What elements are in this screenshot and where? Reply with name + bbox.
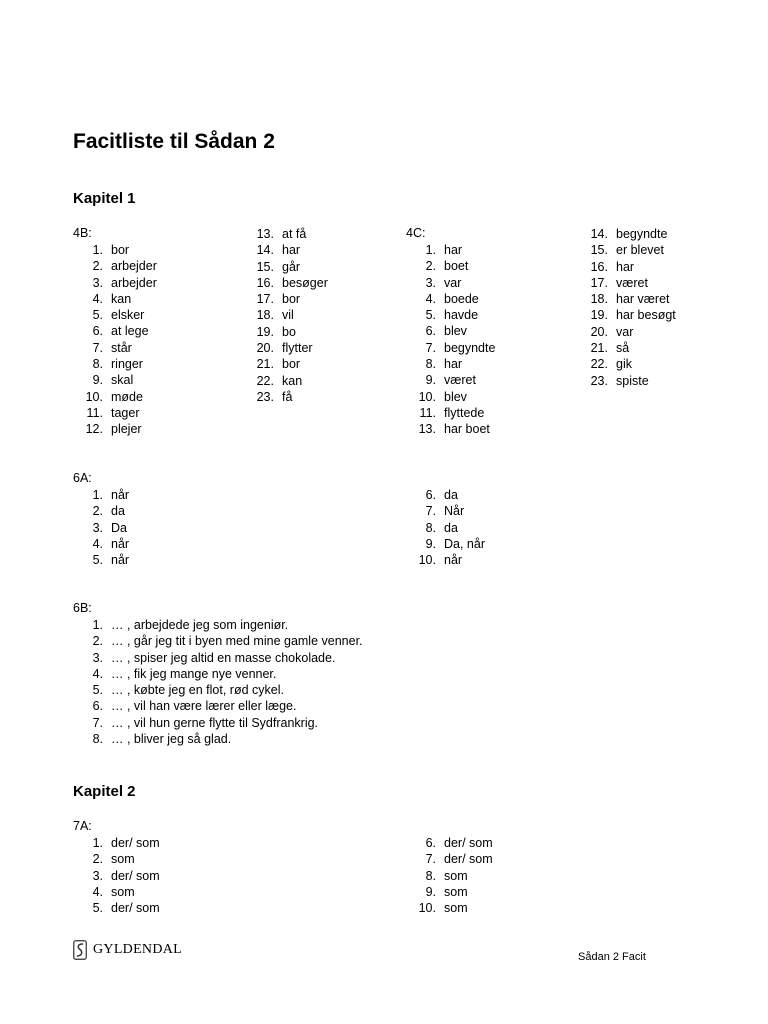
answer-item <box>73 900 160 916</box>
answer-number: 2. <box>92 259 103 274</box>
answer-item <box>73 682 363 698</box>
answer-item <box>240 259 328 275</box>
answer-number: 8. <box>425 357 436 372</box>
answer-item <box>73 698 363 714</box>
answer-number: 2. <box>425 259 436 274</box>
answer-number: 16. <box>590 259 608 274</box>
answer-text: som <box>111 884 135 899</box>
answer-text: besøger <box>282 275 328 290</box>
answer-number: 6. <box>425 488 436 502</box>
answer-item <box>398 356 495 372</box>
answer-text: da <box>444 520 458 535</box>
answer-item <box>398 307 495 323</box>
answer-item <box>574 259 676 275</box>
exercise-6a-list-b <box>398 487 485 568</box>
answer-number: 17. <box>256 292 274 307</box>
answer-text: der/ som <box>111 868 160 883</box>
answer-text: tager <box>111 405 140 420</box>
answer-number: 11. <box>86 405 103 420</box>
chapter-1-heading: Kapitel 1 <box>73 190 136 207</box>
answer-item <box>398 340 495 356</box>
answer-item <box>398 405 495 421</box>
answer-text: flyttede <box>444 405 485 420</box>
answer-number: 6. <box>92 324 103 339</box>
answer-number: 9. <box>425 536 436 551</box>
answer-text: som <box>111 852 135 867</box>
answer-item <box>398 242 495 258</box>
answer-text: ringer <box>111 357 143 372</box>
answer-text: har <box>444 243 463 257</box>
answer-number: 5. <box>425 308 436 323</box>
answer-item <box>398 835 493 851</box>
answer-item <box>398 323 495 339</box>
answer-text: har besøgt <box>616 308 676 323</box>
answer-number: 13. <box>256 227 274 241</box>
answer-number: 10. <box>418 901 436 916</box>
answer-text: står <box>111 340 132 355</box>
answer-number: 4. <box>425 291 436 306</box>
answer-item <box>73 617 363 633</box>
answer-text: flytter <box>282 341 313 356</box>
answer-item <box>73 242 157 258</box>
answer-number: 13. <box>418 422 436 437</box>
answer-item <box>398 868 493 884</box>
answer-text: … , bliver jeg så glad. <box>111 732 232 747</box>
answer-item <box>73 307 157 323</box>
answer-text: møde <box>111 389 143 404</box>
answer-text: begyndte <box>616 227 668 241</box>
exercise-7a-label: 7A: <box>73 819 92 833</box>
answer-text: boede <box>444 291 479 306</box>
answer-text: skal <box>111 373 134 388</box>
exercise-4b-list-b <box>240 226 328 405</box>
answer-item <box>398 291 495 307</box>
answer-number: 4. <box>92 666 103 681</box>
answer-text: går <box>282 259 301 274</box>
answer-item <box>73 666 363 682</box>
exercise-6b-list <box>73 617 363 747</box>
answer-text: spiste <box>616 373 649 388</box>
exercise-6b-label: 6B: <box>73 601 92 615</box>
answer-number: 18. <box>590 292 608 307</box>
answer-number: 5. <box>92 683 103 698</box>
answer-item <box>574 291 676 307</box>
answer-text: har boet <box>444 422 490 437</box>
answer-text: … , går jeg tit i byen med mine gamle venner. <box>111 634 363 649</box>
answer-text: som <box>444 884 468 899</box>
answer-text: få <box>282 389 293 404</box>
gyldendal-emblem-icon <box>73 940 87 960</box>
answer-number: 7. <box>425 504 436 519</box>
answer-item <box>240 307 328 323</box>
answer-text: har <box>616 259 635 274</box>
answer-number: 10. <box>418 553 436 568</box>
answer-number: 23. <box>590 373 608 388</box>
answer-text: da <box>444 488 458 502</box>
answer-number: 3. <box>425 275 436 290</box>
answer-number: 15. <box>590 243 608 258</box>
answer-item <box>73 731 363 747</box>
answer-text: plejer <box>111 422 142 437</box>
answer-text: der/ som <box>111 836 160 850</box>
answer-number: 1. <box>92 488 103 502</box>
answer-item <box>398 851 493 867</box>
answer-number: 4. <box>92 291 103 306</box>
answer-item <box>574 324 676 340</box>
answer-item <box>73 275 157 291</box>
answer-number: 11. <box>419 405 436 420</box>
answer-text: været <box>444 373 476 388</box>
answer-text: da <box>111 504 125 519</box>
answer-item <box>73 356 157 372</box>
publisher-logo <box>73 940 182 960</box>
answer-number: 7. <box>425 340 436 355</box>
answer-item <box>240 291 328 307</box>
answer-text: var <box>444 275 462 290</box>
answer-number: 23. <box>256 389 274 404</box>
answer-item <box>574 373 676 389</box>
answer-text: Da, når <box>444 536 485 551</box>
answer-item <box>73 520 129 536</box>
exercise-6a-label: 6A: <box>73 471 92 485</box>
answer-item <box>240 389 328 405</box>
footer-document-name: Sådan 2 Facit <box>578 951 646 963</box>
answer-text: så <box>616 341 630 356</box>
answer-text: er blevet <box>616 243 664 258</box>
answer-number: 9. <box>425 373 436 388</box>
answer-number: 8. <box>92 357 103 372</box>
answer-text: kan <box>282 373 303 388</box>
answer-item <box>73 291 157 307</box>
answer-text: bor <box>282 292 301 307</box>
answer-text: gik <box>616 357 632 372</box>
answer-number: 17. <box>590 275 608 290</box>
answer-item <box>574 242 676 258</box>
answer-number: 1. <box>92 243 103 257</box>
answer-item <box>398 389 495 405</box>
answer-number: 7. <box>92 715 103 730</box>
answer-text: bor <box>282 357 301 372</box>
answer-item <box>73 835 160 851</box>
answer-item <box>574 307 676 323</box>
answer-item <box>240 340 328 356</box>
answer-number: 14. <box>256 243 274 258</box>
answer-text: Da <box>111 520 127 535</box>
answer-text: … , vil han være lærer eller læge. <box>111 699 297 714</box>
answer-text: har <box>282 243 301 258</box>
answer-number: 2. <box>92 852 103 867</box>
answer-text: … , fik jeg mange nye venner. <box>111 666 277 681</box>
answer-text: at lege <box>111 324 149 339</box>
answer-text: vil <box>282 308 294 323</box>
answer-item <box>73 258 157 274</box>
answer-number: 20. <box>256 341 274 356</box>
answer-item <box>240 356 328 372</box>
answer-number: 1. <box>92 618 103 632</box>
answer-item <box>240 373 328 389</box>
answer-item <box>73 633 363 649</box>
answer-item <box>73 536 129 552</box>
answer-item <box>73 421 157 437</box>
answer-number: 6. <box>425 836 436 850</box>
answer-number: 3. <box>92 868 103 883</box>
answer-text: når <box>444 553 463 568</box>
answer-item <box>73 405 157 421</box>
answer-number: 1. <box>92 836 103 850</box>
answer-number: 1. <box>425 243 436 257</box>
answer-item <box>73 851 160 867</box>
answer-number: 21. <box>590 341 608 356</box>
chapter-2-heading: Kapitel 2 <box>73 783 136 800</box>
answer-number: 4. <box>92 884 103 899</box>
answer-number: 5. <box>92 553 103 568</box>
answer-text: havde <box>444 308 479 323</box>
answer-number: 3. <box>92 650 103 665</box>
answer-number: 6. <box>92 699 103 714</box>
answer-text: der/ som <box>111 901 160 916</box>
answer-text: … , arbejdede jeg som ingeniør. <box>111 618 289 632</box>
answer-item <box>398 275 495 291</box>
answer-text: når <box>111 536 130 551</box>
answer-number: 22. <box>590 357 608 372</box>
answer-item <box>73 884 160 900</box>
answer-number: 15. <box>256 259 274 274</box>
answer-text: der/ som <box>444 852 493 867</box>
answer-number: 18. <box>256 308 274 323</box>
exercise-6a-list-a <box>73 487 129 568</box>
answer-text: som <box>444 868 468 883</box>
answer-item <box>73 487 129 503</box>
answer-number: 21. <box>256 357 274 372</box>
answer-item <box>73 389 157 405</box>
answer-item <box>73 323 157 339</box>
exercise-7a-list-b <box>398 835 493 916</box>
answer-text: … , spiser jeg altid en masse chokolade. <box>111 650 336 665</box>
exercise-4b-list-a <box>73 242 157 438</box>
answer-number: 6. <box>425 324 436 339</box>
answer-number: 5. <box>92 308 103 323</box>
answer-number: 12. <box>85 422 103 437</box>
answer-item <box>398 552 485 568</box>
answer-item <box>574 275 676 291</box>
exercise-7a-list-a <box>73 835 160 916</box>
answer-text: kan <box>111 291 132 306</box>
answer-number: 9. <box>425 884 436 899</box>
answer-item <box>73 715 363 731</box>
answer-item <box>240 242 328 258</box>
answer-number: 10. <box>85 389 103 404</box>
answer-number: 9. <box>92 373 103 388</box>
answer-item <box>398 258 495 274</box>
answer-text: … , vil hun gerne flytte til Sydfrankrig. <box>111 715 319 730</box>
answer-text: har været <box>616 292 670 307</box>
answer-item <box>73 552 129 568</box>
answer-text: der/ som <box>444 836 493 850</box>
exercise-4c-label: 4C: <box>406 226 426 240</box>
answer-text: bor <box>111 243 130 257</box>
answer-number: 22. <box>256 373 274 388</box>
answer-text: Når <box>444 504 465 519</box>
answer-item <box>398 900 493 916</box>
answer-number: 5. <box>92 901 103 916</box>
answer-number: 8. <box>425 868 436 883</box>
publisher-name: GYLDENDAL <box>93 942 183 957</box>
answer-number: 2. <box>92 634 103 649</box>
answer-text: begyndte <box>444 340 496 355</box>
answer-item <box>574 356 676 372</box>
answer-item <box>73 868 160 884</box>
answer-text: at få <box>282 227 307 241</box>
answer-item <box>398 487 485 503</box>
answer-item <box>398 884 493 900</box>
answer-number: 2. <box>92 504 103 519</box>
answer-text: arbejder <box>111 275 157 290</box>
answer-item <box>240 324 328 340</box>
answer-number: 20. <box>590 324 608 339</box>
answer-text: arbejder <box>111 259 157 274</box>
answer-text: blev <box>444 389 467 404</box>
answer-text: blev <box>444 324 467 339</box>
answer-number: 3. <box>92 275 103 290</box>
answer-item <box>398 520 485 536</box>
exercise-4c-list-b <box>574 226 676 389</box>
answer-number: 7. <box>92 340 103 355</box>
answer-item <box>240 275 328 291</box>
answer-text: … , købte jeg en flot, rød cykel. <box>111 683 284 698</box>
answer-item <box>398 536 485 552</box>
answer-item <box>73 503 129 519</box>
answer-number: 16. <box>256 275 274 290</box>
answer-item <box>73 340 157 356</box>
answer-number: 14. <box>590 227 608 241</box>
answer-number: 3. <box>92 520 103 535</box>
answer-item <box>398 421 495 437</box>
answer-number: 8. <box>92 732 103 747</box>
exercise-4c-list-a <box>398 242 495 438</box>
answer-text: boet <box>444 259 469 274</box>
answer-number: 19. <box>256 324 274 339</box>
answer-item <box>574 226 676 242</box>
answer-item <box>574 340 676 356</box>
answer-item <box>240 226 328 242</box>
page-title: Facitliste til Sådan 2 <box>73 130 275 153</box>
answer-text: elsker <box>111 308 145 323</box>
answer-item <box>73 650 363 666</box>
answer-item <box>398 372 495 388</box>
exercise-4b-label: 4B: <box>73 226 92 240</box>
answer-text: når <box>111 553 130 568</box>
answer-text: har <box>444 357 463 372</box>
answer-text: været <box>616 275 648 290</box>
answer-text: når <box>111 488 130 502</box>
answer-text: som <box>444 901 468 916</box>
answer-item <box>73 372 157 388</box>
answer-number: 8. <box>425 520 436 535</box>
answer-number: 7. <box>425 852 436 867</box>
answer-text: bo <box>282 324 296 339</box>
answer-text: var <box>616 324 634 339</box>
answer-number: 4. <box>92 536 103 551</box>
answer-number: 19. <box>590 308 608 323</box>
answer-item <box>398 503 485 519</box>
answer-number: 10. <box>418 389 436 404</box>
